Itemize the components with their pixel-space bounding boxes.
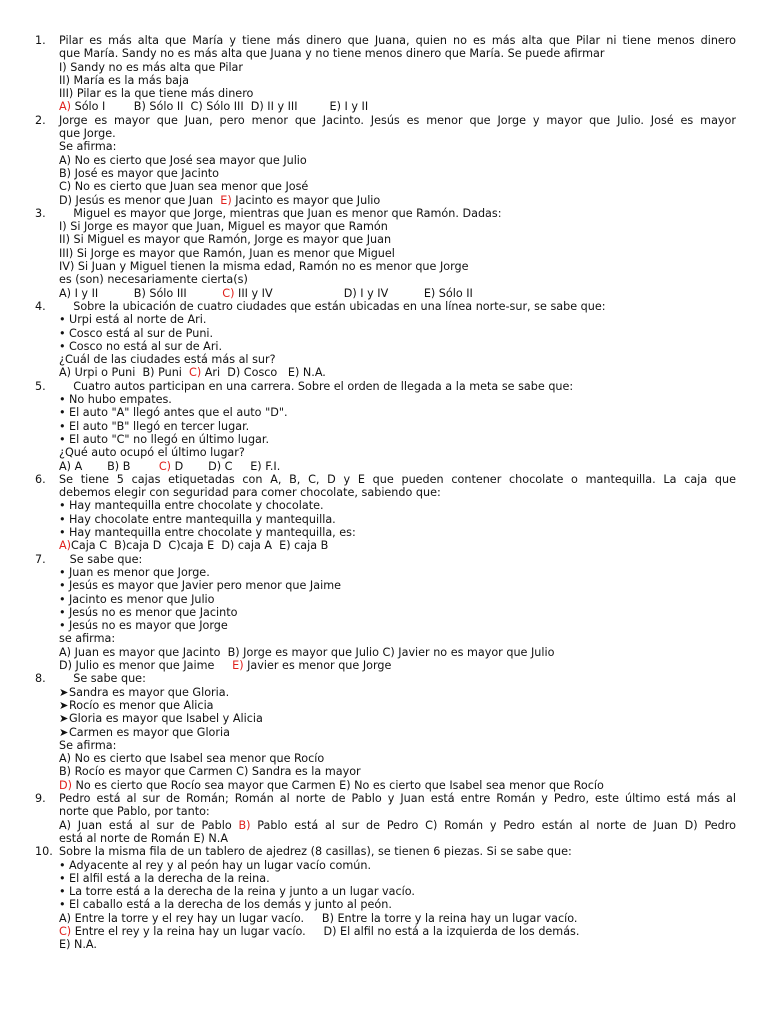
bullet-icon: • [59,858,66,872]
arrow-bullet-icon: ➤ [59,685,69,699]
bullet-icon: • [59,432,66,446]
arrow-bullet-icon: ➤ [59,698,69,712]
text-line: Se sabe que: [59,672,146,686]
text-line: está al norte de Román E) N.A [59,831,229,845]
text-line: que María. Sandy no es más alta que Juana y no tiene menos dinero que María. Se puede afirmar [59,47,605,61]
bullet-item: • Juan es menor que Jorge. [59,565,210,579]
question-number: 9. [35,792,46,806]
bullet-item: • El caballo está a la derecha de los demás y junto al peón. [59,898,392,912]
correct-answer-marker: C) [59,925,72,939]
text-line: ¿Qué auto ocupó el último lugar? [59,446,245,460]
text-line: III) Pilar es la que tiene más dinero [59,87,254,101]
bullet-icon: • [59,313,66,327]
question-number: 8. [35,672,46,686]
bullet-item: • Cosco está al sur de Puni. [59,326,214,340]
text-line: Se sabe que: [59,552,143,566]
bullet-icon: • [59,326,66,340]
bullet-item: • La torre está a la derecha de la reina y junto a un lugar vacío. [59,885,415,899]
bullet-item: • El alfil está a la derecha de la reina. [59,871,270,885]
bullet-item: • El auto "C" no llegó en último lugar. [59,432,270,446]
text-line: que Jorge. [59,127,116,141]
text-line: norte que Pablo, por tanto: [59,805,210,819]
bullet-icon: • [59,592,66,606]
answer-options: D) Julio es menor que Jaime E) Javier es menor que Jorge [59,659,392,673]
answer-options: A) A B) B C) D D) C E) F.I. [59,459,281,473]
text-line: Se afirma: [59,140,117,154]
answer-options: D) Jesús es menor que Juan E) Jacinto es mayor que Julio [59,193,381,207]
text-line: E) N.A. [59,938,97,952]
text-line: es (son) necesariamente cierta(s) [59,273,248,287]
text-line: Cuatro autos participan en una carrera. Sobre el orden de llegada a la meta se sabe que: [59,379,574,393]
text-line: B) Rocío es mayor que Carmen C) Sandra es la mayor [59,765,361,779]
bullet-item: • El auto "A" llegó antes que el auto "D". [59,406,288,420]
text-line: Pedro está al sur de Román; Román al norte de Pablo y Juan está entre Román y Pedro, este último está más al [59,792,736,806]
bullet-icon: • [59,406,66,420]
text-line: Pilar es más alta que María y tiene más dinero que Juana, quien no es más alta que Pilar ni tiene menos dinero [59,34,736,47]
text-line: Se afirma: [59,738,117,752]
correct-answer-marker: C) [189,366,202,380]
bullet-icon: • [59,579,66,593]
bullet-item: • Jacinto es menor que Julio [59,592,215,606]
text-line: A) No es cierto que José sea mayor que Julio [59,153,307,167]
question-number: 5. [35,379,46,393]
bullet-icon: • [59,871,66,885]
text-line: A) Juan es mayor que Jacinto B) Jorge es mayor que Julio C) Javier no es mayor que Julio [59,645,555,659]
question-number: 6. [35,472,46,486]
bullet-item: • Hay mantequilla entre chocolate y chocolate. [59,499,324,513]
bullet-icon: • [59,499,66,513]
text-line: A) No es cierto que Isabel sea menor que Rocío [59,752,325,766]
bullet-item: • El auto "B" llegó en tercer lugar. [59,419,250,433]
arrow-bullet-icon: ➤ [59,712,69,726]
question-number: 1. [35,34,46,47]
bullet-item: • Cosco no está al sur de Ari. [59,339,223,353]
bullet-item: • Urpi está al norte de Ari. [59,313,207,327]
text-line: Miguel es mayor que Jorge, mientras que Juan es menor que Ramón. Dadas: [59,206,502,220]
answer-options: C) Entre el rey y la reina hay un lugar vacío. D) El alfil no está a la izquierda de los demás. [59,925,580,939]
bullet-icon: • [59,512,66,526]
correct-answer-marker: C) [158,459,172,473]
text-line: Sobre la ubicación de cuatro ciudades que están ubicadas en una línea norte-sur, se sabe que: [59,300,606,313]
bullet-item: • No hubo empates. [59,393,172,407]
answer-options: D) No es cierto que Rocío sea mayor que Carmen E) No es cierto que Isabel sea menor que Rocío [59,778,604,792]
text-line: I) Si Jorge es mayor que Juan, Miguel es mayor que Ramón [59,220,388,234]
text-line: Se tiene 5 cajas etiquetadas con A, B, C, D y E que pueden contener chocolate o mantequilla. La caja que [59,472,736,486]
bullet-item: • Adyacente al rey y al peón hay un lugar vacío común. [59,858,372,872]
question-number: 7. [35,552,46,566]
bullet-item: ➤Sandra es mayor que Gloria. [59,685,230,699]
answer-options: A) Sólo I B) Sólo II C) Sólo III D) II y III E) I y II [59,100,369,114]
answer-options: A)Caja C B)caja D C)caja E D) caja A E) caja B [59,539,329,553]
correct-answer-marker: E) [220,193,232,207]
text-line: se afirma: [59,632,116,646]
text-line: debemos elegir con seguridad para comer chocolate, sabiendo que: [59,486,441,500]
bullet-item: • Hay chocolate entre mantequilla y mantequilla. [59,512,336,526]
text-line: IV) Si Juan y Miguel tienen la misma edad, Ramón no es menor que Jorge [59,260,469,274]
bullet-icon: • [59,565,66,579]
correct-answer-marker: B) [238,818,251,832]
bullet-icon: • [59,339,66,353]
bullet-icon: • [59,898,66,912]
bullet-icon: • [59,885,66,899]
bullet-item: • Jesús es mayor que Javier pero menor que Jaime [59,579,341,593]
bullet-item: • Jesús no es menor que Jacinto [59,605,238,619]
correct-answer-marker: A) [59,539,72,553]
correct-answer-marker: E) [232,659,244,673]
bullet-icon: • [59,605,66,619]
question-number: 3. [35,206,46,220]
bullet-icon: • [59,619,66,633]
bullet-item: ➤Rocío es menor que Alicia [59,698,214,712]
arrow-bullet-icon: ➤ [59,725,69,739]
bullet-item: • Jesús no es mayor que Jorge [59,619,228,633]
correct-answer-marker: C) [222,286,235,300]
correct-answer-marker: D) [59,778,72,792]
answer-options: A) Urpi o Puni B) Puni C) Ari D) Cosco E) N.A. [59,366,326,380]
bullet-item: ➤Gloria es mayor que Isabel y Alicia [59,712,263,726]
text-line: Sobre la misma fila de un tablero de ajedrez (8 casillas), se tienen 6 piezas. Si se sabe que: [59,845,572,859]
bullet-icon: • [59,419,66,433]
question-number: 2. [35,113,46,127]
text-line: I) Sandy no es más alta que Pilar [59,60,244,74]
text-line: B) José es mayor que Jacinto [59,166,220,180]
bullet-item: • Hay mantequilla entre chocolate y mantequilla, es: [59,526,356,540]
question-number: 10. [35,845,53,859]
text-line: A) Entre la torre y el rey hay un lugar vacío. B) Entre la torre y la reina hay un lugar vacío. [59,911,578,925]
bullet-item: ➤Carmen es mayor que Gloria [59,725,230,739]
bullet-icon: • [59,393,66,407]
text-line: Jorge es mayor que Juan, pero menor que Jacinto. Jesús es menor que Jorge y mayor que Julio. José es mayor [59,113,736,127]
text-line: ¿Cuál de las ciudades está más al sur? [59,353,276,367]
correct-answer-marker: A) [59,100,72,114]
text-line: III) Si Jorge es mayor que Ramón, Juan es menor que Miguel [59,246,395,260]
answer-options: A) Juan está al sur de Pablo B) Pablo está al sur de Pedro C) Román y Pedro están al norte de Juan D) Pedro [59,818,736,832]
text-line: C) No es cierto que Juan sea menor que José [59,180,309,194]
answer-options: A) I y II B) Sólo III C) III y IV D) I y IV E) Sólo II [59,286,473,300]
question-number: 4. [35,300,46,313]
text-line: II) Si Miguel es mayor que Ramón, Jorge es mayor que Juan [59,233,392,247]
bullet-icon: • [59,526,66,540]
text-line: II) María es la más baja [59,73,189,87]
